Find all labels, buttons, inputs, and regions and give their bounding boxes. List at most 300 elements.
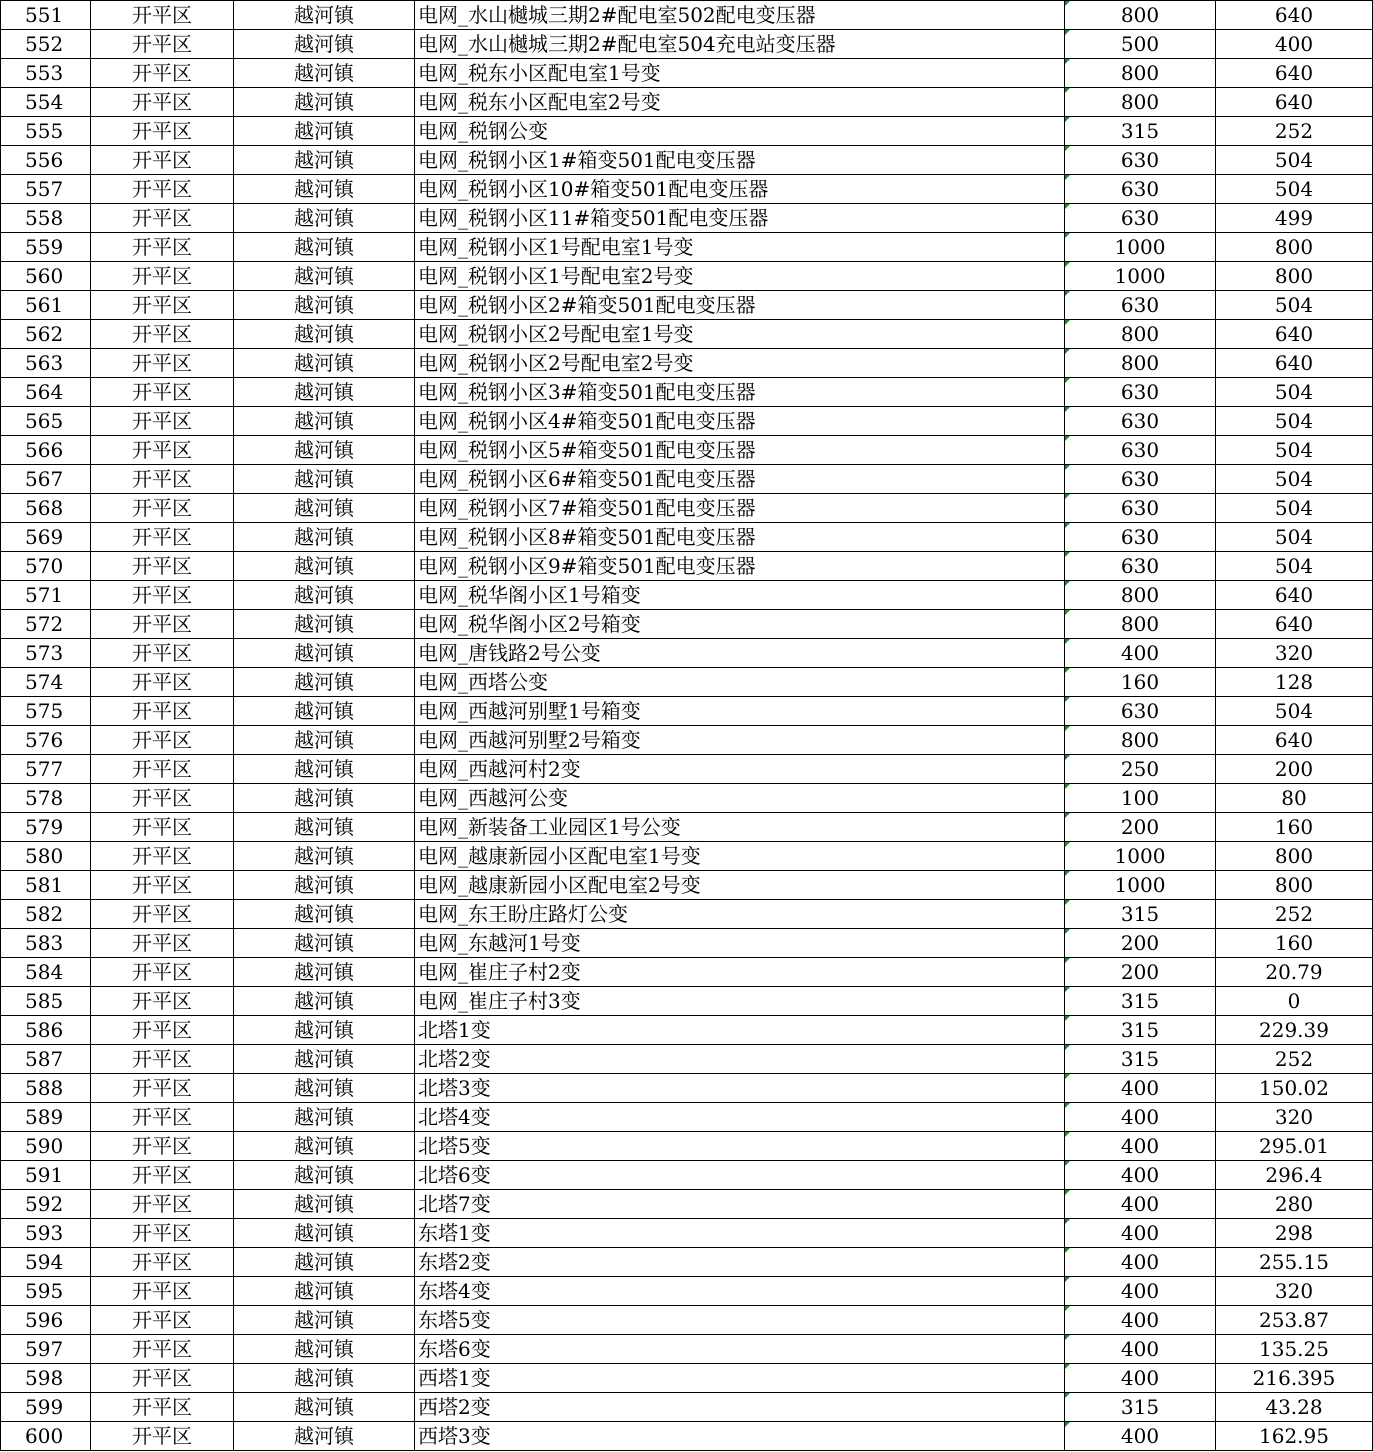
row-number-cell[interactable]: 591 bbox=[1, 1161, 91, 1190]
row-number-cell[interactable]: 569 bbox=[1, 523, 91, 552]
town-cell[interactable]: 越河镇 bbox=[234, 291, 415, 320]
capacity-cell[interactable]: 800 bbox=[1065, 610, 1216, 639]
town-cell[interactable]: 越河镇 bbox=[234, 552, 415, 581]
transformer-name-cell[interactable]: 电网_水山樾城三期2#配电室502配电变压器 bbox=[415, 1, 1065, 30]
load-cell[interactable]: 640 bbox=[1216, 320, 1373, 349]
capacity-cell[interactable]: 400 bbox=[1065, 1219, 1216, 1248]
row-number-cell[interactable]: 574 bbox=[1, 668, 91, 697]
capacity-cell[interactable]: 100 bbox=[1065, 784, 1216, 813]
capacity-cell[interactable]: 200 bbox=[1065, 958, 1216, 987]
capacity-cell[interactable]: 800 bbox=[1065, 581, 1216, 610]
district-cell[interactable]: 开平区 bbox=[91, 465, 234, 494]
capacity-cell[interactable]: 1000 bbox=[1065, 871, 1216, 900]
district-cell[interactable]: 开平区 bbox=[91, 987, 234, 1016]
transformer-name-cell[interactable]: 东塔1变 bbox=[415, 1219, 1065, 1248]
town-cell[interactable]: 越河镇 bbox=[234, 639, 415, 668]
transformer-name-cell[interactable]: 电网_税华阁小区2号箱变 bbox=[415, 610, 1065, 639]
load-cell[interactable]: 280 bbox=[1216, 1190, 1373, 1219]
district-cell[interactable]: 开平区 bbox=[91, 552, 234, 581]
transformer-name-cell[interactable]: 电网_水山樾城三期2#配电室504充电站变压器 bbox=[415, 30, 1065, 59]
row-number-cell[interactable]: 595 bbox=[1, 1277, 91, 1306]
load-cell[interactable]: 298 bbox=[1216, 1219, 1373, 1248]
town-cell[interactable]: 越河镇 bbox=[234, 1277, 415, 1306]
transformer-name-cell[interactable]: 电网_西越河别墅1号箱变 bbox=[415, 697, 1065, 726]
transformer-name-cell[interactable]: 电网_唐钱路2号公变 bbox=[415, 639, 1065, 668]
town-cell[interactable]: 越河镇 bbox=[234, 1364, 415, 1393]
district-cell[interactable]: 开平区 bbox=[91, 117, 234, 146]
transformer-name-cell[interactable]: 电网_东越河1号变 bbox=[415, 929, 1065, 958]
capacity-cell[interactable]: 315 bbox=[1065, 1393, 1216, 1422]
district-cell[interactable]: 开平区 bbox=[91, 958, 234, 987]
capacity-cell[interactable]: 400 bbox=[1065, 639, 1216, 668]
row-number-cell[interactable]: 554 bbox=[1, 88, 91, 117]
row-number-cell[interactable]: 599 bbox=[1, 1393, 91, 1422]
district-cell[interactable]: 开平区 bbox=[91, 581, 234, 610]
town-cell[interactable]: 越河镇 bbox=[234, 1393, 415, 1422]
town-cell[interactable]: 越河镇 bbox=[234, 407, 415, 436]
row-number-cell[interactable]: 551 bbox=[1, 1, 91, 30]
capacity-cell[interactable]: 630 bbox=[1065, 146, 1216, 175]
row-number-cell[interactable]: 590 bbox=[1, 1132, 91, 1161]
load-cell[interactable]: 499 bbox=[1216, 204, 1373, 233]
town-cell[interactable]: 越河镇 bbox=[234, 842, 415, 871]
load-cell[interactable]: 504 bbox=[1216, 697, 1373, 726]
capacity-cell[interactable]: 800 bbox=[1065, 320, 1216, 349]
capacity-cell[interactable]: 630 bbox=[1065, 204, 1216, 233]
row-number-cell[interactable]: 568 bbox=[1, 494, 91, 523]
transformer-name-cell[interactable]: 西塔1变 bbox=[415, 1364, 1065, 1393]
town-cell[interactable]: 越河镇 bbox=[234, 1074, 415, 1103]
capacity-cell[interactable]: 630 bbox=[1065, 175, 1216, 204]
town-cell[interactable]: 越河镇 bbox=[234, 233, 415, 262]
load-cell[interactable]: 200 bbox=[1216, 755, 1373, 784]
row-number-cell[interactable]: 571 bbox=[1, 581, 91, 610]
district-cell[interactable]: 开平区 bbox=[91, 668, 234, 697]
row-number-cell[interactable]: 555 bbox=[1, 117, 91, 146]
capacity-cell[interactable]: 800 bbox=[1065, 726, 1216, 755]
load-cell[interactable]: 229.39 bbox=[1216, 1016, 1373, 1045]
capacity-cell[interactable]: 400 bbox=[1065, 1277, 1216, 1306]
town-cell[interactable]: 越河镇 bbox=[234, 494, 415, 523]
row-number-cell[interactable]: 587 bbox=[1, 1045, 91, 1074]
district-cell[interactable]: 开平区 bbox=[91, 175, 234, 204]
town-cell[interactable]: 越河镇 bbox=[234, 668, 415, 697]
load-cell[interactable]: 800 bbox=[1216, 262, 1373, 291]
load-cell[interactable]: 162.95 bbox=[1216, 1422, 1373, 1451]
town-cell[interactable]: 越河镇 bbox=[234, 465, 415, 494]
load-cell[interactable]: 160 bbox=[1216, 813, 1373, 842]
transformer-name-cell[interactable]: 电网_税钢小区1号配电室2号变 bbox=[415, 262, 1065, 291]
town-cell[interactable]: 越河镇 bbox=[234, 958, 415, 987]
load-cell[interactable]: 640 bbox=[1216, 610, 1373, 639]
town-cell[interactable]: 越河镇 bbox=[234, 59, 415, 88]
district-cell[interactable]: 开平区 bbox=[91, 1277, 234, 1306]
district-cell[interactable]: 开平区 bbox=[91, 900, 234, 929]
town-cell[interactable]: 越河镇 bbox=[234, 987, 415, 1016]
town-cell[interactable]: 越河镇 bbox=[234, 1190, 415, 1219]
load-cell[interactable]: 0 bbox=[1216, 987, 1373, 1016]
capacity-cell[interactable]: 250 bbox=[1065, 755, 1216, 784]
district-cell[interactable]: 开平区 bbox=[91, 1219, 234, 1248]
row-number-cell[interactable]: 592 bbox=[1, 1190, 91, 1219]
transformer-name-cell[interactable]: 电网_税钢小区9#箱变501配电变压器 bbox=[415, 552, 1065, 581]
row-number-cell[interactable]: 563 bbox=[1, 349, 91, 378]
transformer-name-cell[interactable]: 北塔2变 bbox=[415, 1045, 1065, 1074]
transformer-name-cell[interactable]: 北塔3变 bbox=[415, 1074, 1065, 1103]
capacity-cell[interactable]: 800 bbox=[1065, 1, 1216, 30]
town-cell[interactable]: 越河镇 bbox=[234, 262, 415, 291]
load-cell[interactable]: 320 bbox=[1216, 1277, 1373, 1306]
transformer-name-cell[interactable]: 电网_税钢公变 bbox=[415, 117, 1065, 146]
district-cell[interactable]: 开平区 bbox=[91, 262, 234, 291]
district-cell[interactable]: 开平区 bbox=[91, 697, 234, 726]
capacity-cell[interactable]: 800 bbox=[1065, 88, 1216, 117]
transformer-name-cell[interactable]: 西塔2变 bbox=[415, 1393, 1065, 1422]
row-number-cell[interactable]: 575 bbox=[1, 697, 91, 726]
row-number-cell[interactable]: 588 bbox=[1, 1074, 91, 1103]
load-cell[interactable]: 640 bbox=[1216, 88, 1373, 117]
load-cell[interactable]: 255.15 bbox=[1216, 1248, 1373, 1277]
row-number-cell[interactable]: 582 bbox=[1, 900, 91, 929]
town-cell[interactable]: 越河镇 bbox=[234, 755, 415, 784]
transformer-name-cell[interactable]: 北塔5变 bbox=[415, 1132, 1065, 1161]
district-cell[interactable]: 开平区 bbox=[91, 639, 234, 668]
load-cell[interactable]: 504 bbox=[1216, 291, 1373, 320]
row-number-cell[interactable]: 589 bbox=[1, 1103, 91, 1132]
transformer-name-cell[interactable]: 电网_税钢小区2#箱变501配电变压器 bbox=[415, 291, 1065, 320]
load-cell[interactable]: 20.79 bbox=[1216, 958, 1373, 987]
capacity-cell[interactable]: 1000 bbox=[1065, 262, 1216, 291]
load-cell[interactable]: 252 bbox=[1216, 1045, 1373, 1074]
load-cell[interactable]: 640 bbox=[1216, 59, 1373, 88]
district-cell[interactable]: 开平区 bbox=[91, 88, 234, 117]
transformer-name-cell[interactable]: 电网_税钢小区2号配电室1号变 bbox=[415, 320, 1065, 349]
town-cell[interactable]: 越河镇 bbox=[234, 1016, 415, 1045]
load-cell[interactable]: 80 bbox=[1216, 784, 1373, 813]
load-cell[interactable]: 296.4 bbox=[1216, 1161, 1373, 1190]
town-cell[interactable]: 越河镇 bbox=[234, 349, 415, 378]
district-cell[interactable]: 开平区 bbox=[91, 523, 234, 552]
town-cell[interactable]: 越河镇 bbox=[234, 929, 415, 958]
load-cell[interactable]: 800 bbox=[1216, 842, 1373, 871]
district-cell[interactable]: 开平区 bbox=[91, 349, 234, 378]
row-number-cell[interactable]: 576 bbox=[1, 726, 91, 755]
transformer-name-cell[interactable]: 电网_税钢小区5#箱变501配电变压器 bbox=[415, 436, 1065, 465]
row-number-cell[interactable]: 580 bbox=[1, 842, 91, 871]
district-cell[interactable]: 开平区 bbox=[91, 436, 234, 465]
transformer-name-cell[interactable]: 电网_西越河公变 bbox=[415, 784, 1065, 813]
load-cell[interactable]: 252 bbox=[1216, 117, 1373, 146]
row-number-cell[interactable]: 578 bbox=[1, 784, 91, 813]
transformer-name-cell[interactable]: 东塔4变 bbox=[415, 1277, 1065, 1306]
row-number-cell[interactable]: 572 bbox=[1, 610, 91, 639]
row-number-cell[interactable]: 584 bbox=[1, 958, 91, 987]
transformer-name-cell[interactable]: 电网_税钢小区1号配电室1号变 bbox=[415, 233, 1065, 262]
town-cell[interactable]: 越河镇 bbox=[234, 871, 415, 900]
transformer-name-cell[interactable]: 电网_税钢小区8#箱变501配电变压器 bbox=[415, 523, 1065, 552]
row-number-cell[interactable]: 593 bbox=[1, 1219, 91, 1248]
row-number-cell[interactable]: 557 bbox=[1, 175, 91, 204]
transformer-name-cell[interactable]: 电网_税东小区配电室1号变 bbox=[415, 59, 1065, 88]
transformer-name-cell[interactable]: 西塔3变 bbox=[415, 1422, 1065, 1451]
district-cell[interactable]: 开平区 bbox=[91, 1103, 234, 1132]
district-cell[interactable]: 开平区 bbox=[91, 59, 234, 88]
town-cell[interactable]: 越河镇 bbox=[234, 1219, 415, 1248]
capacity-cell[interactable]: 400 bbox=[1065, 1306, 1216, 1335]
capacity-cell[interactable]: 315 bbox=[1065, 117, 1216, 146]
load-cell[interactable]: 128 bbox=[1216, 668, 1373, 697]
row-number-cell[interactable]: 567 bbox=[1, 465, 91, 494]
capacity-cell[interactable]: 630 bbox=[1065, 465, 1216, 494]
capacity-cell[interactable]: 500 bbox=[1065, 30, 1216, 59]
load-cell[interactable]: 216.395 bbox=[1216, 1364, 1373, 1393]
capacity-cell[interactable]: 315 bbox=[1065, 1045, 1216, 1074]
district-cell[interactable]: 开平区 bbox=[91, 1074, 234, 1103]
capacity-cell[interactable]: 315 bbox=[1065, 987, 1216, 1016]
district-cell[interactable]: 开平区 bbox=[91, 494, 234, 523]
load-cell[interactable]: 135.25 bbox=[1216, 1335, 1373, 1364]
row-number-cell[interactable]: 562 bbox=[1, 320, 91, 349]
town-cell[interactable]: 越河镇 bbox=[234, 581, 415, 610]
district-cell[interactable]: 开平区 bbox=[91, 1190, 234, 1219]
district-cell[interactable]: 开平区 bbox=[91, 813, 234, 842]
load-cell[interactable]: 160 bbox=[1216, 929, 1373, 958]
row-number-cell[interactable]: 559 bbox=[1, 233, 91, 262]
town-cell[interactable]: 越河镇 bbox=[234, 88, 415, 117]
load-cell[interactable]: 504 bbox=[1216, 407, 1373, 436]
transformer-name-cell[interactable]: 电网_税钢小区2号配电室2号变 bbox=[415, 349, 1065, 378]
town-cell[interactable]: 越河镇 bbox=[234, 1248, 415, 1277]
load-cell[interactable]: 150.02 bbox=[1216, 1074, 1373, 1103]
district-cell[interactable]: 开平区 bbox=[91, 842, 234, 871]
row-number-cell[interactable]: 583 bbox=[1, 929, 91, 958]
capacity-cell[interactable]: 400 bbox=[1065, 1103, 1216, 1132]
row-number-cell[interactable]: 598 bbox=[1, 1364, 91, 1393]
district-cell[interactable]: 开平区 bbox=[91, 1045, 234, 1074]
transformer-name-cell[interactable]: 东塔6变 bbox=[415, 1335, 1065, 1364]
capacity-cell[interactable]: 400 bbox=[1065, 1248, 1216, 1277]
town-cell[interactable]: 越河镇 bbox=[234, 1306, 415, 1335]
capacity-cell[interactable]: 160 bbox=[1065, 668, 1216, 697]
load-cell[interactable]: 800 bbox=[1216, 871, 1373, 900]
transformer-name-cell[interactable]: 电网_税钢小区7#箱变501配电变压器 bbox=[415, 494, 1065, 523]
town-cell[interactable]: 越河镇 bbox=[234, 697, 415, 726]
row-number-cell[interactable]: 560 bbox=[1, 262, 91, 291]
district-cell[interactable]: 开平区 bbox=[91, 1422, 234, 1451]
load-cell[interactable]: 295.01 bbox=[1216, 1132, 1373, 1161]
district-cell[interactable]: 开平区 bbox=[91, 1016, 234, 1045]
capacity-cell[interactable]: 400 bbox=[1065, 1364, 1216, 1393]
capacity-cell[interactable]: 630 bbox=[1065, 552, 1216, 581]
row-number-cell[interactable]: 573 bbox=[1, 639, 91, 668]
transformer-name-cell[interactable]: 电网_西越河村2变 bbox=[415, 755, 1065, 784]
transformer-name-cell[interactable]: 电网_崔庄子村3变 bbox=[415, 987, 1065, 1016]
load-cell[interactable]: 504 bbox=[1216, 436, 1373, 465]
transformer-name-cell[interactable]: 电网_新装备工业园区1号公变 bbox=[415, 813, 1065, 842]
capacity-cell[interactable]: 630 bbox=[1065, 291, 1216, 320]
transformer-name-cell[interactable]: 电网_越康新园小区配电室1号变 bbox=[415, 842, 1065, 871]
capacity-cell[interactable]: 400 bbox=[1065, 1335, 1216, 1364]
town-cell[interactable]: 越河镇 bbox=[234, 900, 415, 929]
transformer-name-cell[interactable]: 电网_西塔公变 bbox=[415, 668, 1065, 697]
district-cell[interactable]: 开平区 bbox=[91, 1, 234, 30]
district-cell[interactable]: 开平区 bbox=[91, 320, 234, 349]
town-cell[interactable]: 越河镇 bbox=[234, 1045, 415, 1074]
row-number-cell[interactable]: 556 bbox=[1, 146, 91, 175]
capacity-cell[interactable]: 800 bbox=[1065, 59, 1216, 88]
capacity-cell[interactable]: 630 bbox=[1065, 407, 1216, 436]
transformer-name-cell[interactable]: 电网_税钢小区10#箱变501配电变压器 bbox=[415, 175, 1065, 204]
transformer-name-cell[interactable]: 电网_税钢小区1#箱变501配电变压器 bbox=[415, 146, 1065, 175]
town-cell[interactable]: 越河镇 bbox=[234, 813, 415, 842]
transformer-name-cell[interactable]: 东塔2变 bbox=[415, 1248, 1065, 1277]
town-cell[interactable]: 越河镇 bbox=[234, 610, 415, 639]
capacity-cell[interactable]: 400 bbox=[1065, 1422, 1216, 1451]
transformer-name-cell[interactable]: 电网_税钢小区11#箱变501配电变压器 bbox=[415, 204, 1065, 233]
capacity-cell[interactable]: 400 bbox=[1065, 1074, 1216, 1103]
district-cell[interactable]: 开平区 bbox=[91, 726, 234, 755]
district-cell[interactable]: 开平区 bbox=[91, 1132, 234, 1161]
capacity-cell[interactable]: 315 bbox=[1065, 900, 1216, 929]
town-cell[interactable]: 越河镇 bbox=[234, 1132, 415, 1161]
transformer-name-cell[interactable]: 电网_税东小区配电室2号变 bbox=[415, 88, 1065, 117]
row-number-cell[interactable]: 577 bbox=[1, 755, 91, 784]
capacity-cell[interactable]: 630 bbox=[1065, 436, 1216, 465]
row-number-cell[interactable]: 564 bbox=[1, 378, 91, 407]
transformer-name-cell[interactable]: 电网_税钢小区4#箱变501配电变压器 bbox=[415, 407, 1065, 436]
town-cell[interactable]: 越河镇 bbox=[234, 523, 415, 552]
transformer-name-cell[interactable]: 北塔6变 bbox=[415, 1161, 1065, 1190]
transformer-name-cell[interactable]: 北塔1变 bbox=[415, 1016, 1065, 1045]
row-number-cell[interactable]: 600 bbox=[1, 1422, 91, 1451]
row-number-cell[interactable]: 566 bbox=[1, 436, 91, 465]
row-number-cell[interactable]: 565 bbox=[1, 407, 91, 436]
town-cell[interactable]: 越河镇 bbox=[234, 320, 415, 349]
load-cell[interactable]: 504 bbox=[1216, 146, 1373, 175]
load-cell[interactable]: 504 bbox=[1216, 465, 1373, 494]
district-cell[interactable]: 开平区 bbox=[91, 1364, 234, 1393]
transformer-name-cell[interactable]: 电网_税钢小区3#箱变501配电变压器 bbox=[415, 378, 1065, 407]
transformer-name-cell[interactable]: 北塔4变 bbox=[415, 1103, 1065, 1132]
capacity-cell[interactable]: 400 bbox=[1065, 1190, 1216, 1219]
district-cell[interactable]: 开平区 bbox=[91, 1248, 234, 1277]
transformer-name-cell[interactable]: 电网_崔庄子村2变 bbox=[415, 958, 1065, 987]
load-cell[interactable]: 252 bbox=[1216, 900, 1373, 929]
row-number-cell[interactable]: 596 bbox=[1, 1306, 91, 1335]
row-number-cell[interactable]: 597 bbox=[1, 1335, 91, 1364]
capacity-cell[interactable]: 630 bbox=[1065, 523, 1216, 552]
row-number-cell[interactable]: 561 bbox=[1, 291, 91, 320]
load-cell[interactable]: 640 bbox=[1216, 349, 1373, 378]
capacity-cell[interactable]: 630 bbox=[1065, 494, 1216, 523]
district-cell[interactable]: 开平区 bbox=[91, 1393, 234, 1422]
transformer-name-cell[interactable]: 电网_税钢小区6#箱变501配电变压器 bbox=[415, 465, 1065, 494]
transformer-name-cell[interactable]: 电网_东王盼庄路灯公变 bbox=[415, 900, 1065, 929]
district-cell[interactable]: 开平区 bbox=[91, 291, 234, 320]
transformer-name-cell[interactable]: 东塔5变 bbox=[415, 1306, 1065, 1335]
capacity-cell[interactable]: 200 bbox=[1065, 813, 1216, 842]
district-cell[interactable]: 开平区 bbox=[91, 146, 234, 175]
load-cell[interactable]: 43.28 bbox=[1216, 1393, 1373, 1422]
row-number-cell[interactable]: 594 bbox=[1, 1248, 91, 1277]
town-cell[interactable]: 越河镇 bbox=[234, 175, 415, 204]
row-number-cell[interactable]: 570 bbox=[1, 552, 91, 581]
town-cell[interactable]: 越河镇 bbox=[234, 784, 415, 813]
town-cell[interactable]: 越河镇 bbox=[234, 1422, 415, 1451]
town-cell[interactable]: 越河镇 bbox=[234, 1335, 415, 1364]
row-number-cell[interactable]: 581 bbox=[1, 871, 91, 900]
town-cell[interactable]: 越河镇 bbox=[234, 1103, 415, 1132]
district-cell[interactable]: 开平区 bbox=[91, 929, 234, 958]
town-cell[interactable]: 越河镇 bbox=[234, 30, 415, 59]
town-cell[interactable]: 越河镇 bbox=[234, 378, 415, 407]
transformer-name-cell[interactable]: 电网_税华阁小区1号箱变 bbox=[415, 581, 1065, 610]
load-cell[interactable]: 504 bbox=[1216, 552, 1373, 581]
capacity-cell[interactable]: 400 bbox=[1065, 1132, 1216, 1161]
town-cell[interactable]: 越河镇 bbox=[234, 146, 415, 175]
town-cell[interactable]: 越河镇 bbox=[234, 1161, 415, 1190]
transformer-name-cell[interactable]: 电网_西越河别墅2号箱变 bbox=[415, 726, 1065, 755]
capacity-cell[interactable]: 630 bbox=[1065, 697, 1216, 726]
district-cell[interactable]: 开平区 bbox=[91, 610, 234, 639]
row-number-cell[interactable]: 552 bbox=[1, 30, 91, 59]
capacity-cell[interactable]: 1000 bbox=[1065, 233, 1216, 262]
row-number-cell[interactable]: 579 bbox=[1, 813, 91, 842]
town-cell[interactable]: 越河镇 bbox=[234, 436, 415, 465]
district-cell[interactable]: 开平区 bbox=[91, 871, 234, 900]
capacity-cell[interactable]: 800 bbox=[1065, 349, 1216, 378]
district-cell[interactable]: 开平区 bbox=[91, 1335, 234, 1364]
capacity-cell[interactable]: 200 bbox=[1065, 929, 1216, 958]
district-cell[interactable]: 开平区 bbox=[91, 755, 234, 784]
district-cell[interactable]: 开平区 bbox=[91, 30, 234, 59]
town-cell[interactable]: 越河镇 bbox=[234, 1, 415, 30]
transformer-name-cell[interactable]: 电网_越康新园小区配电室2号变 bbox=[415, 871, 1065, 900]
row-number-cell[interactable]: 553 bbox=[1, 59, 91, 88]
load-cell[interactable]: 253.87 bbox=[1216, 1306, 1373, 1335]
town-cell[interactable]: 越河镇 bbox=[234, 726, 415, 755]
district-cell[interactable]: 开平区 bbox=[91, 378, 234, 407]
load-cell[interactable]: 504 bbox=[1216, 523, 1373, 552]
load-cell[interactable]: 504 bbox=[1216, 378, 1373, 407]
load-cell[interactable]: 640 bbox=[1216, 726, 1373, 755]
load-cell[interactable]: 800 bbox=[1216, 233, 1373, 262]
row-number-cell[interactable]: 558 bbox=[1, 204, 91, 233]
capacity-cell[interactable]: 630 bbox=[1065, 378, 1216, 407]
load-cell[interactable]: 504 bbox=[1216, 175, 1373, 204]
capacity-cell[interactable]: 1000 bbox=[1065, 842, 1216, 871]
load-cell[interactable]: 400 bbox=[1216, 30, 1373, 59]
district-cell[interactable]: 开平区 bbox=[91, 784, 234, 813]
district-cell[interactable]: 开平区 bbox=[91, 1306, 234, 1335]
load-cell[interactable]: 504 bbox=[1216, 494, 1373, 523]
town-cell[interactable]: 越河镇 bbox=[234, 204, 415, 233]
district-cell[interactable]: 开平区 bbox=[91, 1161, 234, 1190]
capacity-cell[interactable]: 400 bbox=[1065, 1161, 1216, 1190]
capacity-cell[interactable]: 315 bbox=[1065, 1016, 1216, 1045]
district-cell[interactable]: 开平区 bbox=[91, 233, 234, 262]
town-cell[interactable]: 越河镇 bbox=[234, 117, 415, 146]
district-cell[interactable]: 开平区 bbox=[91, 407, 234, 436]
row-number-cell[interactable]: 586 bbox=[1, 1016, 91, 1045]
transformer-name-cell[interactable]: 北塔7变 bbox=[415, 1190, 1065, 1219]
row-number-cell[interactable]: 585 bbox=[1, 987, 91, 1016]
load-cell[interactable]: 640 bbox=[1216, 581, 1373, 610]
district-cell[interactable]: 开平区 bbox=[91, 204, 234, 233]
load-cell[interactable]: 640 bbox=[1216, 1, 1373, 30]
load-cell[interactable]: 320 bbox=[1216, 1103, 1373, 1132]
load-cell[interactable]: 320 bbox=[1216, 639, 1373, 668]
